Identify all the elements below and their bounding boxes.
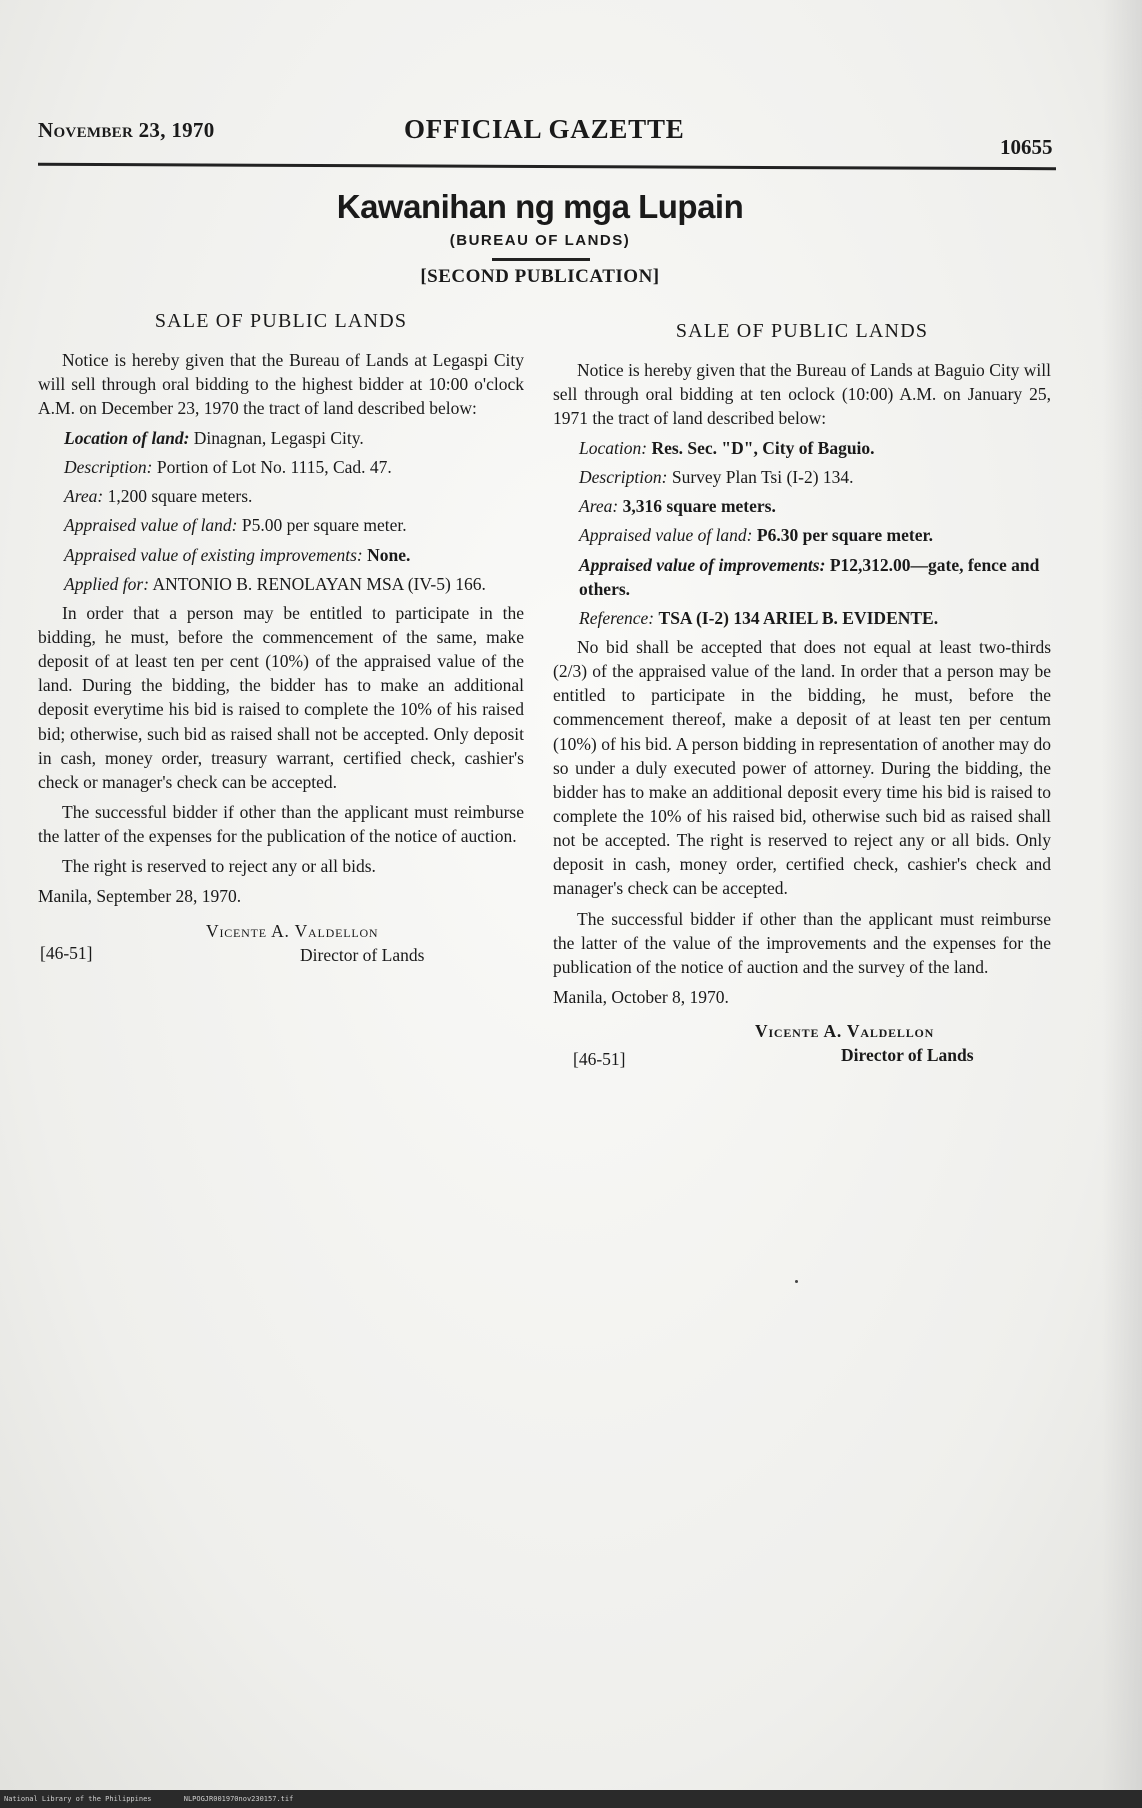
signatory-name: Vicente A. Valdellon bbox=[206, 920, 379, 941]
appraised-land-line bbox=[553, 523, 1051, 547]
location-label: Location of land: bbox=[64, 428, 190, 449]
appraised-land-value: P6.30 per square meter. bbox=[756, 525, 934, 546]
notice-intro: Notice is hereby given that the Bureau of Lands at Baguio City will sell through oral bidding at ten oclock (10:00) A.M. on January 25, 1971 the tract of land described below: bbox=[553, 359, 1051, 428]
appraised-improvements-label: Appraised value of improvements: bbox=[579, 554, 826, 575]
location-value: Res. Sec. "D", City of Baguio. bbox=[651, 438, 875, 459]
appraised-land-label: Appraised value of land: bbox=[579, 525, 753, 546]
reference-value: TSA (I-2) 134 ARIEL B. EVIDENTE. bbox=[658, 607, 939, 628]
appraised-improvements-value: None. bbox=[367, 544, 411, 565]
area-line bbox=[553, 494, 1051, 518]
notice-title: SALE OF PUBLIC LANDS bbox=[675, 320, 929, 342]
appraised-land-value: P5.00 per square meter. bbox=[241, 515, 407, 536]
scan-speck bbox=[795, 1280, 798, 1283]
bid-rule-paragraph: No bid shall be accepted that does not equal at least two-thirds (2/3) of the appraised value of the land. In order that a person may be entitled to participate in the bidding, he must, before the commencement thereof, make a deposit of at least ten per centum (10%) of his bid. A person bidding in representation of another may do so under a duly executed power of attorney. During the bidding, the bidder has to make an additional deposit every time his bid is raised to complete the 10% of his raised bid, otherwise such bid as raised shall not be accepted. The right is reserved to reject any or all bids. Only deposit in cash, money order, certified check, cashier's check and manager's check can be accepted. bbox=[553, 637, 1051, 899]
description-line bbox=[38, 455, 524, 479]
signature-block bbox=[553, 1019, 1051, 1077]
signature-block bbox=[38, 919, 524, 977]
appraised-land-label: Appraised value of land: bbox=[64, 515, 238, 536]
appraised-improvements-line bbox=[38, 543, 524, 567]
location-line bbox=[553, 436, 1051, 460]
publication-note: [SECOND PUBLICATION] bbox=[420, 266, 660, 287]
description-line bbox=[553, 465, 1051, 489]
appraised-improvements-line bbox=[553, 553, 1051, 601]
area-label: Area: bbox=[64, 486, 104, 507]
notice-baguio bbox=[553, 318, 1051, 1077]
deposit-paragraph: In order that a person may be entitled to participate in the bidding, he must, before the commencement of the same, make deposit of at least ten per cent (10%) of the appraised value of the land. During the bidding, the bidder has to make an additional deposit everytime his bid is raised to complete the 10% of his raised bid; otherwise, such bid as raised shall not be accepted. Only deposit in cash, money order, treasury warrant, certified check, cashier's check or manager's check can be accepted. bbox=[38, 602, 524, 792]
issue-code: [46-51] bbox=[573, 1049, 626, 1070]
description-value: Portion of Lot No. 1115, Cad. 47. bbox=[156, 457, 392, 478]
description-label: Description: bbox=[579, 467, 668, 488]
issue-date: November 23, 1970 bbox=[38, 118, 215, 142]
right-reserved: The right is reserved to reject any or all bids. bbox=[62, 856, 376, 877]
agency-rule bbox=[492, 258, 590, 261]
agency-subtitle: (BUREAU OF LANDS) bbox=[449, 232, 631, 249]
issue-code: [46-51] bbox=[40, 942, 93, 963]
publication-title: OFFICIAL GAZETTE bbox=[404, 114, 685, 144]
signatory-name: Vicente A. Valdellon bbox=[755, 1021, 935, 1042]
description-value: Survey Plan Tsi (I-2) 134. bbox=[671, 467, 854, 488]
place-date: Manila, September 28, 1970. bbox=[38, 886, 242, 907]
appraised-improvements-value: P12,312.00—gate, fence and others. bbox=[579, 554, 1040, 599]
signatory-title: Director of Lands bbox=[841, 1045, 974, 1066]
applied-line bbox=[38, 572, 524, 596]
notice-legaspi bbox=[38, 308, 524, 977]
place-date: Manila, October 8, 1970. bbox=[553, 986, 729, 1007]
page-number: 10655 bbox=[1000, 135, 1053, 159]
header-rule bbox=[38, 163, 1056, 170]
notice-intro: Notice is hereby given that the Bureau of Lands at Legaspi City will sell through oral bidding to the highest bidder at 10:00 o'clock A.M. on December 23, 1970 the tract of land described below: bbox=[38, 349, 524, 418]
reference-label: Reference: bbox=[579, 607, 655, 628]
notice-title: SALE OF PUBLIC LANDS bbox=[154, 310, 408, 332]
location-label: Location: bbox=[579, 438, 648, 459]
area-value: 1,200 square meters. bbox=[107, 486, 253, 507]
successful-paragraph: The successful bidder if other than the applicant must reimburse the latter of the expenses for the publication of the notice of auction. bbox=[38, 801, 524, 847]
area-line bbox=[38, 484, 524, 508]
appraised-improvements-label: Appraised value of existing improvements: bbox=[64, 544, 363, 565]
footer-file: NLPOGJR001970nov230157.tif bbox=[183, 1795, 294, 1803]
scan-footer bbox=[0, 1790, 1142, 1808]
successful-paragraph: The successful bidder if other than the applicant must reimburse the latter of the value of the improvements and the expenses for the publication of the notice of auction and the survey of the land. bbox=[553, 908, 1051, 977]
area-value: 3,316 square meters. bbox=[622, 496, 776, 517]
applied-label: Applied for: bbox=[64, 573, 150, 594]
description-label: Description: bbox=[64, 457, 153, 478]
agency-name: Kawanihan ng mga Lupain bbox=[336, 188, 744, 225]
applied-value: ANTONIO B. RENOLAYAN MSA (IV-5) 166. bbox=[152, 573, 486, 594]
signatory-title: Director of Lands bbox=[300, 944, 425, 965]
appraised-land-line bbox=[38, 513, 524, 537]
footer-source: National Library of the Philippines bbox=[4, 1795, 152, 1803]
location-value: Dinagnan, Legaspi City. bbox=[193, 428, 364, 449]
location-line bbox=[38, 426, 524, 450]
reference-line bbox=[553, 606, 1051, 630]
area-label: Area: bbox=[579, 496, 619, 517]
